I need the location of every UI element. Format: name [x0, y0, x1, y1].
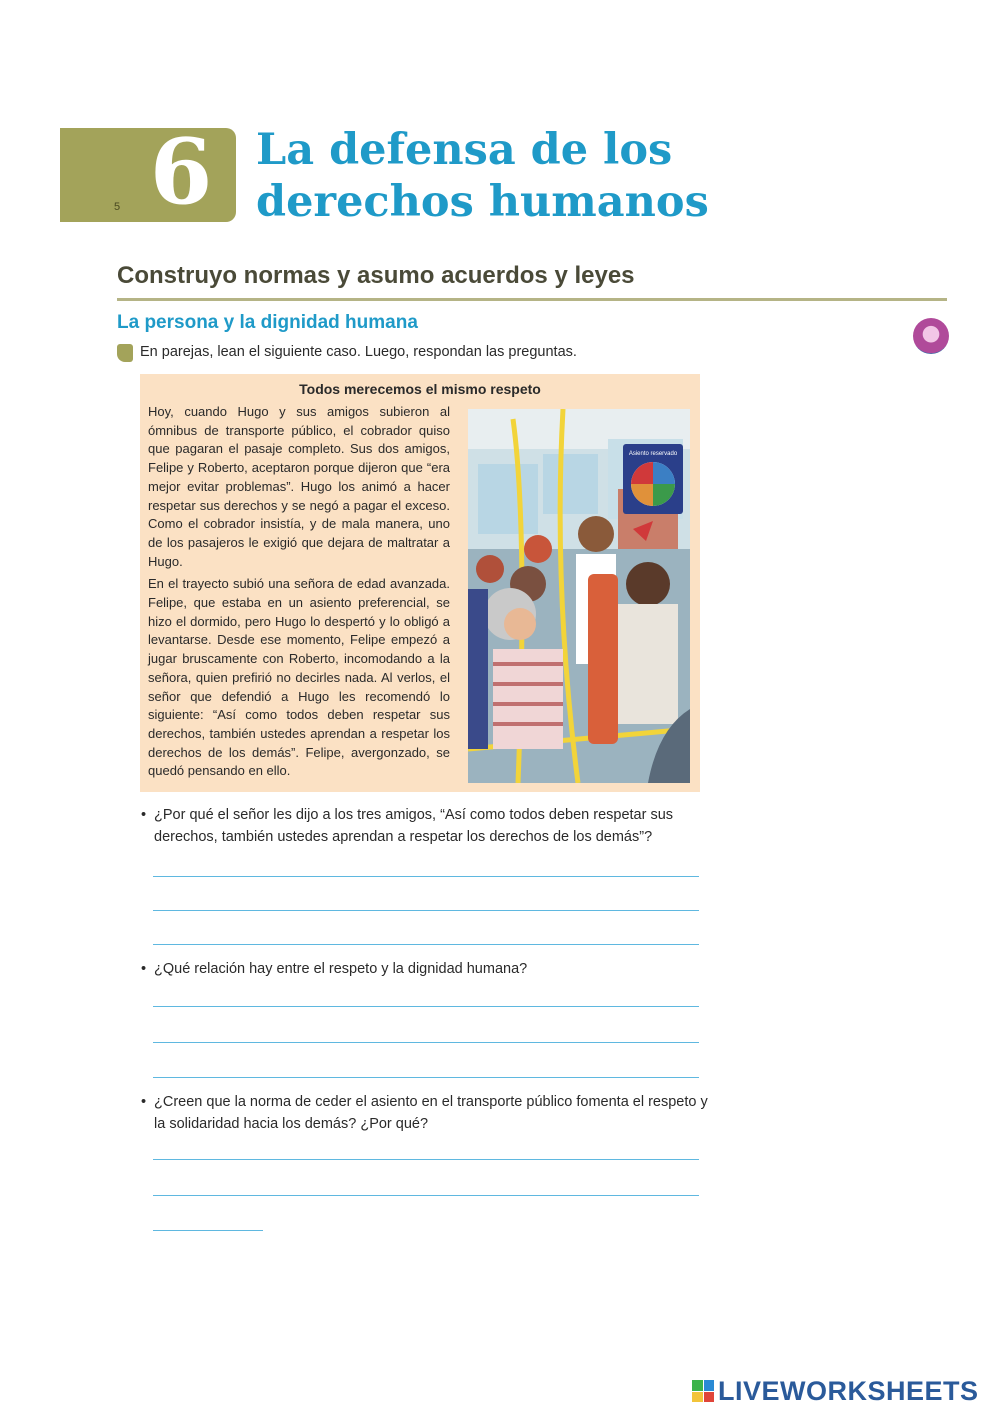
chapter-title — [256, 124, 756, 228]
answer-line[interactable] — [153, 1077, 699, 1078]
liveworksheets-icon — [692, 1380, 714, 1402]
audio-icon[interactable] — [913, 318, 949, 354]
question-1-text: ¿Por qué el señor les dijo a los tres amigos, “Así como todos deben respetar sus derechos, también ustedes aprendan a respetar los derechos de los demás”? — [154, 807, 674, 845]
section-divider — [117, 298, 947, 301]
answer-line[interactable] — [153, 1195, 699, 1196]
bullet: • — [141, 961, 147, 977]
reserved-seat-sign-text: Asiento reservado — [628, 451, 678, 457]
answer-line[interactable] — [153, 1006, 699, 1007]
question-3-text: ¿Creen que la norma de ceder el asiento en el transporte público fomenta el respeto y la solidaridad hacia los demás? ¿Por qué? — [154, 1094, 708, 1132]
chapter-title-line-1: La defensa de los — [256, 125, 673, 175]
answer-line[interactable] — [153, 910, 699, 911]
story-paragraph-2: En el trayecto subió una señora de edad avanzada. Felipe, que estaba en un asiento preferencial, se hizo el dormido, pero Hugo lo despertó y lo obligó a levantarse. Desde ese momento, Felipe empezó a jugar bruscamente con Roberto, incomodando a la señora, quien prefirió no decirles nada. Al verlos, el señor que defendió a Hugo les recomendó lo siguiente: “Así como todos deben respetar sus derechos, también ustedes aprendan a respetar los derechos de los demás”. Felipe, avergonzado, se quedó pensando en ello. — [148, 576, 450, 779]
activity-marker-icon — [117, 344, 133, 362]
question-2 — [141, 958, 711, 980]
page-number: 5 — [114, 201, 121, 213]
subsection-title: La persona y la dignidad humana — [117, 312, 418, 333]
story-title: Todos merecemos el mismo respeto — [299, 381, 541, 397]
answer-line[interactable] — [153, 876, 699, 877]
story-paragraph-1: Hoy, cuando Hugo y sus amigos subieron al ómnibus de transporte público, el cobrador quiso que pagaran el pasaje completo. Sus dos amigos, Felipe y Roberto, aceptaron porque dijeron que “era mejor evitar problemas”. Hugo los animó a hacer respetar sus derechos y se negó a pagar el exceso. Como el cobrador insistía, y de mala manera, uno de los pasajeros le exigió que dejara de maltratar a Hugo. — [148, 404, 450, 569]
section-title: Construyo normas y asumo acuerdos y leyes — [117, 262, 635, 289]
question-3 — [141, 1091, 711, 1135]
answer-line[interactable] — [153, 944, 699, 945]
answer-line[interactable] — [153, 1230, 263, 1231]
question-1 — [141, 804, 711, 848]
answer-line[interactable] — [153, 1042, 699, 1043]
liveworksheets-logo[interactable] — [692, 1376, 979, 1406]
activity-instruction: En parejas, lean el siguiente caso. Luego, respondan las preguntas. — [140, 344, 577, 360]
unit-number: 6 — [149, 119, 213, 225]
logo-text: LIVEWORKSHEETS — [718, 1375, 979, 1406]
bus-illustration — [468, 409, 690, 783]
bullet: • — [141, 1094, 147, 1110]
chapter-title-line-2: derechos humanos — [256, 177, 709, 227]
question-2-text: ¿Qué relación hay entre el respeto y la dignidad humana? — [154, 961, 528, 977]
answer-line[interactable] — [153, 1159, 699, 1160]
bullet: • — [141, 807, 147, 823]
story-text — [148, 403, 450, 785]
